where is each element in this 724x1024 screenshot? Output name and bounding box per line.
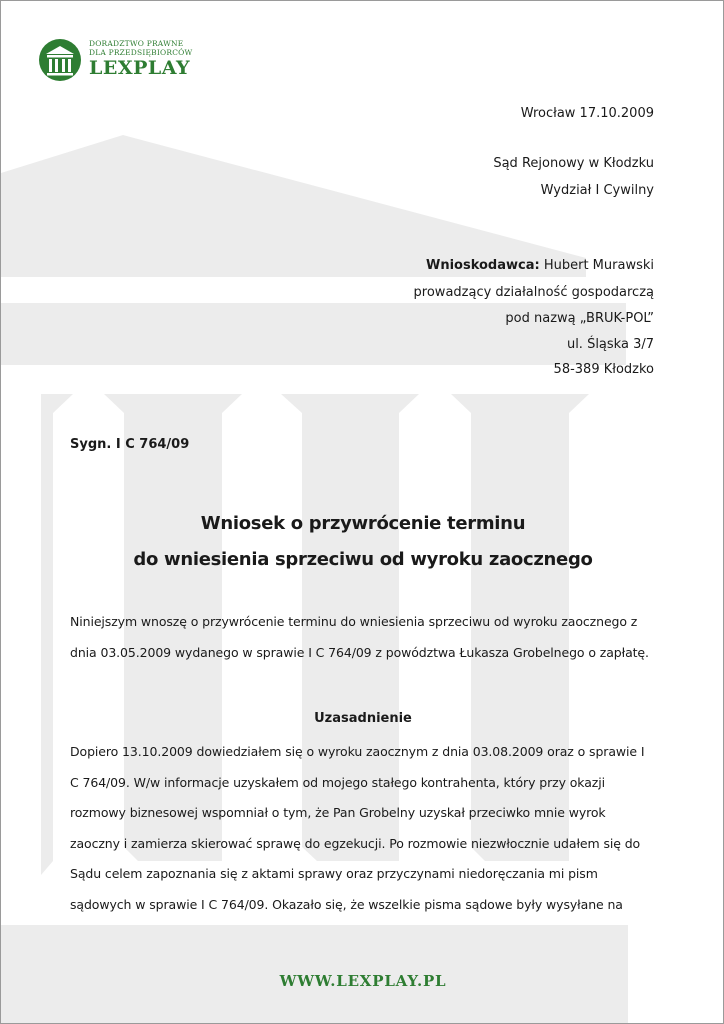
paragraph-line: Sądu celem zapoznania się z aktami sprawy oraz przyczynami niedoręczania mi pism [70,866,598,881]
logo-tagline-line2: DLA PRZEDSIĘBIORCÓW [89,48,193,57]
applicant-label: Wnioskodawca: [425,258,540,273]
logo-wordmark: LEXPLAY [89,57,191,79]
case-reference: Sygn. I C 764/09 [70,437,190,452]
applicant-street: ul. Śląska 3/7 [566,337,654,352]
paragraph-line: Niniejszym wnoszę o przywrócenie terminu do wniesienia sprzeciwu od wyroku zaocznego z [70,614,638,629]
logo-tagline [89,39,192,57]
footer-website: WWW.LEXPLAY.PL [279,972,447,990]
logo-tagline-line1: DORADZTWO PRAWNE [89,39,184,48]
applicant-city: 58-389 Kłodzko [553,362,654,377]
paragraph-line: Dopiero 13.10.2009 dowiedziałem się o wyroku zaocznym z dnia 03.08.2009 oraz o sprawie I [70,744,645,759]
applicant-name: Hubert Murawski [543,258,654,273]
paragraph-line: dnia 03.05.2009 wydanego w sprawie I C 764/09 z powództwa Łukasza Grobelnego o zapłatę. [70,644,649,660]
section-heading: Uzasadnienie [314,711,412,726]
justification-paragraph [70,737,670,920]
company-logo [38,38,208,84]
request-paragraph [70,607,670,668]
document-title-line2: do wniesienia sprzeciwu od wyroku zaocznego [133,549,593,570]
place-date: Wrocław 17.10.2009 [520,106,654,121]
court-name: Sąd Rejonowy w Kłodzku [493,156,654,171]
applicant-business-line: prowadzący działalność gospodarczą [413,285,654,300]
paragraph-line: rozmowy biznesowej wspomniał o tym, że Pan Grobelny uzyskał przeciwko mnie wyrok [70,805,606,820]
applicant-company-name: pod nazwą „BRUK-POL” [505,311,654,326]
court-division: Wydział I Cywilny [540,183,654,198]
columns-logo-icon [38,38,82,82]
watermark-column-left-edge [41,394,73,875]
paragraph-line: zaoczny i zamierza skierować sprawę do egzekucji. Po rozmowie niezwłocznie udałem się do [70,835,641,851]
applicant-name-line [426,258,654,274]
document-title-line1: Wniosek o przywrócenie terminu [200,513,526,534]
paragraph-line: sądowych w sprawie I C 764/09. Okazało się, że wszelkie pisma sądowe były wysyłane na [70,896,623,912]
paragraph-line: C 764/09. W/w informacje uzyskałem od mojego stałego kontrahenta, który przy okazji [70,774,605,790]
